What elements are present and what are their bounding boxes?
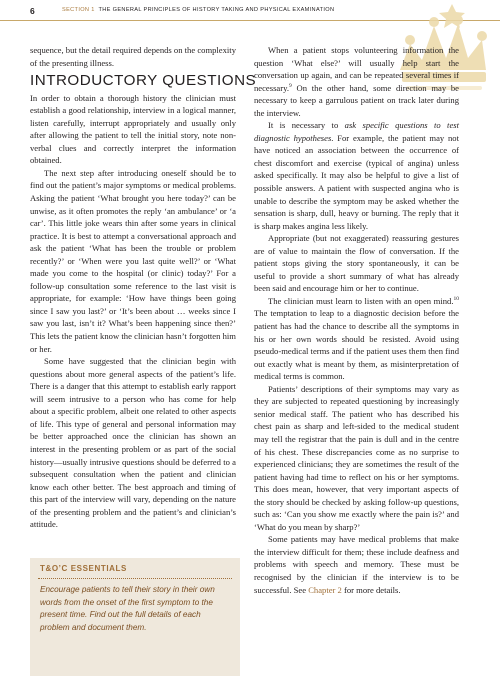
paragraph-text: On the other hand, some direction may be necessary to keep a garrulous patient on track later during the interview. bbox=[254, 82, 459, 118]
section-title-text: THE GENERAL PRINCIPLES OF HISTORY TAKING AND PHYSICAL EXAMINATION bbox=[98, 7, 335, 13]
paragraph bbox=[254, 295, 459, 383]
paragraph-text: The temptation to leap to a diagnostic decision before the patient has had the chance to describe all the symptoms in his or her own words should be resisted. Avoid using pseudo-medical terms and if the patient uses them then find out exactly what is meant by them, as misinterpretation of medical terms is common. bbox=[254, 308, 459, 382]
section-title bbox=[62, 7, 334, 13]
paragraph: In order to obtain a thorough history the clinician must establish a good relationship, interview in a logical manner, listen carefully, interrupt appropriately and usually only after allowing the patient to tell the initial story, note non-verbal clues and correctly interpret the information obtained. bbox=[30, 92, 236, 166]
paragraph-text: . For example, the patient may not have noticed an association between the occurrence of chest discomfort and exercise (typical of angina) unless asked specifically. It may also be helpful to give a list of possible answers. A patient with suspected angina who is unable to describe the symptom may be asked whether the sensation is sharp, dull, heavy or burning. The reply that it is sharp makes angina less likely. bbox=[254, 132, 459, 231]
paragraph: The next step after introducing oneself should be to find out the patient’s major symptoms or medical problems. Asking the patient ‘What brought you here today?’ can be unwise, as it often promotes the reply ‘an ambulance’ or ‘a car’. This little joke wears thin after some years in clinical practice. It is best to attempt a conversational approach and ask the patient ‘What has been the trouble or problem recently?’ or ‘When were you last quite well?’ or ‘What made you come to the hospital (or clinic) today?’ For a follow-up consultation some reference to the last visit is appropriate, for example: ‘How have things been going since I saw you last?’ or ‘It’s been about … weeks since I saw you last, isn’t it? What’s been happening since then?’ This lets the patient know the clinician hasn’t forgotten him or her. bbox=[30, 167, 236, 354]
divider bbox=[38, 578, 232, 579]
paragraph-text: The clinician must learn to listen with an open mind. bbox=[268, 295, 454, 306]
section-heading: INTRODUCTORY QUESTIONS bbox=[30, 72, 257, 90]
paragraph bbox=[254, 119, 459, 232]
reference-superscript[interactable]: 10 bbox=[453, 296, 459, 303]
section-label: SECTION 1 bbox=[62, 7, 95, 13]
paragraph: Patients’ descriptions of their symptoms may vary as they are subjected to repeated questioning by increasingly senior medical staff. The patient who has described his chest pain as sharp and left-sided to the medical student may tell the registrar that the pain is dull and in the centre of his chest. These discrepancies come as no surprise to experienced clinicians; they are sometimes the result of the patient having had time to reflect on his or her symptoms. This does mean, however, that very important aspects of the story should be checked by asking follow-up questions, such as: ‘Can you show me exactly where the pain is?’ and ‘What do you mean by sharp?’ bbox=[254, 383, 459, 532]
paragraph-text: Some patients may have medical problems that make the interview difficult for them; these include deafness and problems with speech and memory. These must be recognised by the clinician if the interview is to be successful. See bbox=[254, 534, 459, 595]
left-column bbox=[30, 44, 257, 531]
paragraph-text: for more details. bbox=[341, 584, 401, 595]
right-column bbox=[254, 44, 459, 596]
essentials-box-text: Encourage patients to tell their story in their own words from the onset of the first symptom to the present time. Find out the full details of each problem and document them. bbox=[40, 585, 215, 632]
page-number: 6 bbox=[30, 6, 35, 16]
paragraph-text: When a patient stops volunteering information the question ‘What else?’ will usually help start the conversation up again, and can be repeated several times if necessary. bbox=[254, 45, 459, 93]
reference-superscript[interactable]: 9 bbox=[289, 82, 292, 89]
essentials-box-title: T&O’C ESSENTIALS bbox=[40, 564, 127, 573]
essentials-box bbox=[30, 558, 240, 676]
paragraph: Some have suggested that the clinician begin with questions about more general aspects of the patient’s life. There is a danger that this attempt to establish early rapport will seem intrusive to a person who has come for help about a specific problem, albeit one related to other aspects of life. This type of general and personal information may be better approached once the clinician has shown an interest in the presenting problem or as part of the social history—usually intrusive questions should be deferred to a subsequent consultation when the patient and clinician know each other better. The best approach and timing of this part of the interview will vary, depending on the nature of the presenting problem and the patient’s and clinician’s attitude. bbox=[30, 356, 236, 530]
chapter-link[interactable]: Chapter 2 bbox=[308, 584, 342, 595]
paragraph-text: It is necessary to bbox=[268, 120, 345, 131]
paragraph: Appropriate (but not exaggerated) reassuring gestures are of value to maintain the flow of conversation. If the patient stops giving the story spontaneously, it can be useful to provide a short summary of what has already been said and encourage him or her to continue. bbox=[254, 233, 459, 294]
paragraph: sequence, but the detail required depends on the complexity of the presenting illness. bbox=[30, 45, 236, 68]
paragraph bbox=[254, 44, 459, 119]
essentials-box-header bbox=[30, 558, 240, 578]
emphasis-text: ask specific questions to test diagnostic hypotheses bbox=[254, 120, 459, 143]
paragraph bbox=[254, 533, 459, 596]
